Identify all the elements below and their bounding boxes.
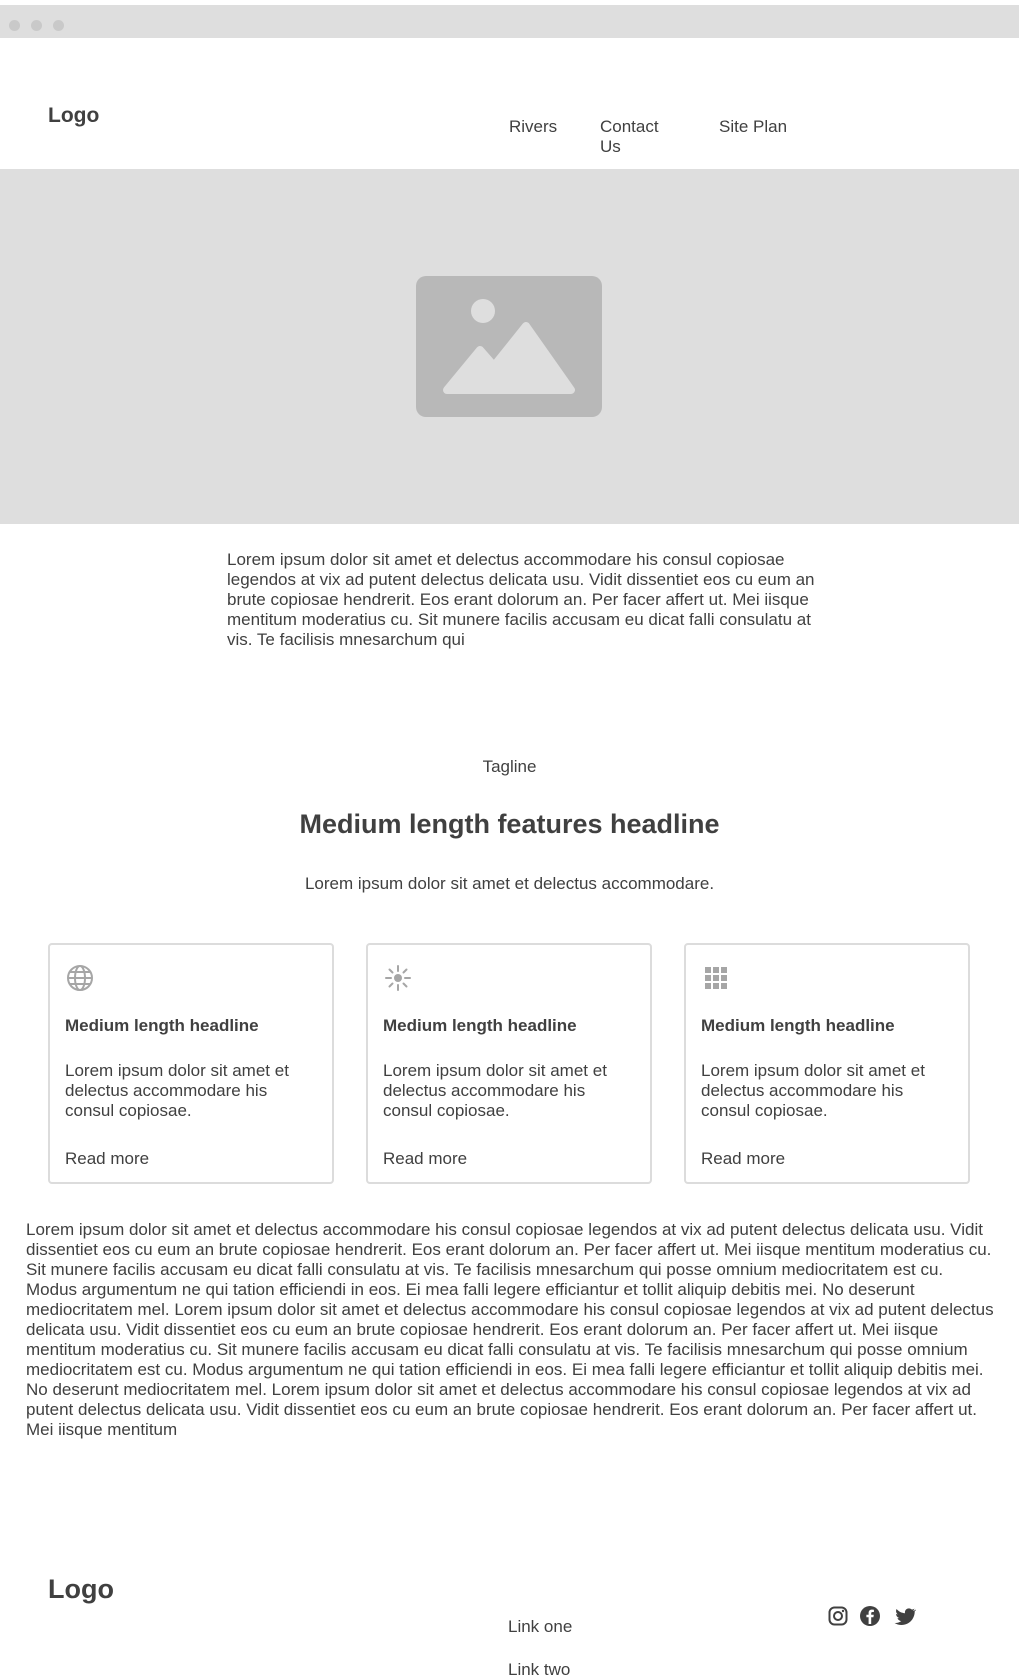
sun-icon [383,963,413,993]
grid-icon [701,963,731,993]
image-placeholder-icon [416,276,602,417]
body-paragraph: Lorem ipsum dolor sit amet et delectus accommodare his consul copiosae legendos at vix ad putent delectus delicata usu. Vidit dissentiet eos cu eum an brute copiosae hendrerit. Eos erant dolorum an. Per facer affert ut. Mei iisque mentitum moderatius cu. Sit munere facilis accusam eu dicat falli consulatu at vis. Te facilisis mnesarchum qui posse omnium mediocritatem est cu. Modus argumentum ne qui tation efficiendi in eos. Ei mea falli legere efficiantur et tollit aliquip debitis mei. No deserunt mediocritatem mel. Lorem ipsum dolor sit amet et delectus accommodare his consul copiosae legendos at vix ad putent delectus delicata usu. Vidit dissentiet eos cu eum an brute copiosae hendrerit. Eos erant dolorum an. Per facer affert ut. Mei iisque mentitum moderatius cu. Sit munere facilis accusam eu dicat falli consulatu at vis. Te facilisis mnesarchum qui posse omnium mediocritatem est cu. Modus argumentum ne qui tation efficiendi in eos. Ei mea falli legere efficiantur et tollit aliquip debitis mei. No deserunt mediocritatem mel. Lorem ipsum dolor sit amet et delectus accommodare his consul copiosae legendos at vix ad putent delectus delicata usu. Vidit dissentiet eos cu eum an brute copiosae hendrerit. Eos erant dolorum an. Per facer affert ut. Mei iisque mentitum [26,1220,994,1439]
feature-card-text: Lorem ipsum dolor sit amet et delectus accommodare his consul copiosae. [701,1061,925,1120]
facebook-icon[interactable] [859,1605,881,1627]
feature-card-title: Medium length headline [65,1016,259,1035]
features-subtitle: Lorem ipsum dolor sit amet et delectus accommodare. [304,874,715,893]
feature-card-text: Lorem ipsum dolor sit amet et delectus accommodare his consul copiosae. [65,1061,289,1120]
instagram-icon[interactable] [827,1605,849,1627]
feature-card-title: Medium length headline [701,1016,895,1035]
window-close-dot[interactable] [9,20,20,31]
features-tagline: Tagline [482,757,537,776]
nav-item-rivers[interactable]: Rivers [509,117,558,136]
twitter-icon[interactable] [894,1605,916,1627]
header-logo[interactable]: Logo [48,104,100,127]
window-maximize-dot[interactable] [53,20,64,31]
window-minimize-dot[interactable] [31,20,42,31]
feature-card [48,943,334,1184]
nav-item-contact-us[interactable]: Contact Us [600,117,659,156]
intro-paragraph: Lorem ipsum dolor sit amet et delectus accommodare his consul copiosae legendos at vix ad putent delectus delicata usu. Vidit dissentiet eos cu eum an brute copiosae hendrerit. Eos erant dolorum an. Per facer affert ut. Mei iisque mentitum moderatius cu. Sit munere facilis accusam eu dicat falli consulatu at vis. Te facilisis mnesarchum qui [227,550,815,649]
feature-card-text: Lorem ipsum dolor sit amet et delectus accommodare his consul copiosae. [383,1061,607,1120]
read-more-link[interactable]: Read more [383,1149,468,1168]
footer-link-one[interactable]: Link one [508,1617,573,1636]
footer-link-two[interactable]: Link two [508,1660,571,1678]
nav-item-site-plan[interactable]: Site Plan [719,117,788,136]
hero-image-placeholder [0,169,1019,524]
read-more-link[interactable]: Read more [701,1149,786,1168]
browser-title-bar [0,5,1019,38]
read-more-link[interactable]: Read more [65,1149,150,1168]
footer-logo[interactable]: Logo [48,1574,114,1604]
feature-card [366,943,652,1184]
globe-icon [65,963,95,993]
feature-card [684,943,970,1184]
feature-card-title: Medium length headline [383,1016,577,1035]
features-headline: Medium length features headline [299,809,720,839]
